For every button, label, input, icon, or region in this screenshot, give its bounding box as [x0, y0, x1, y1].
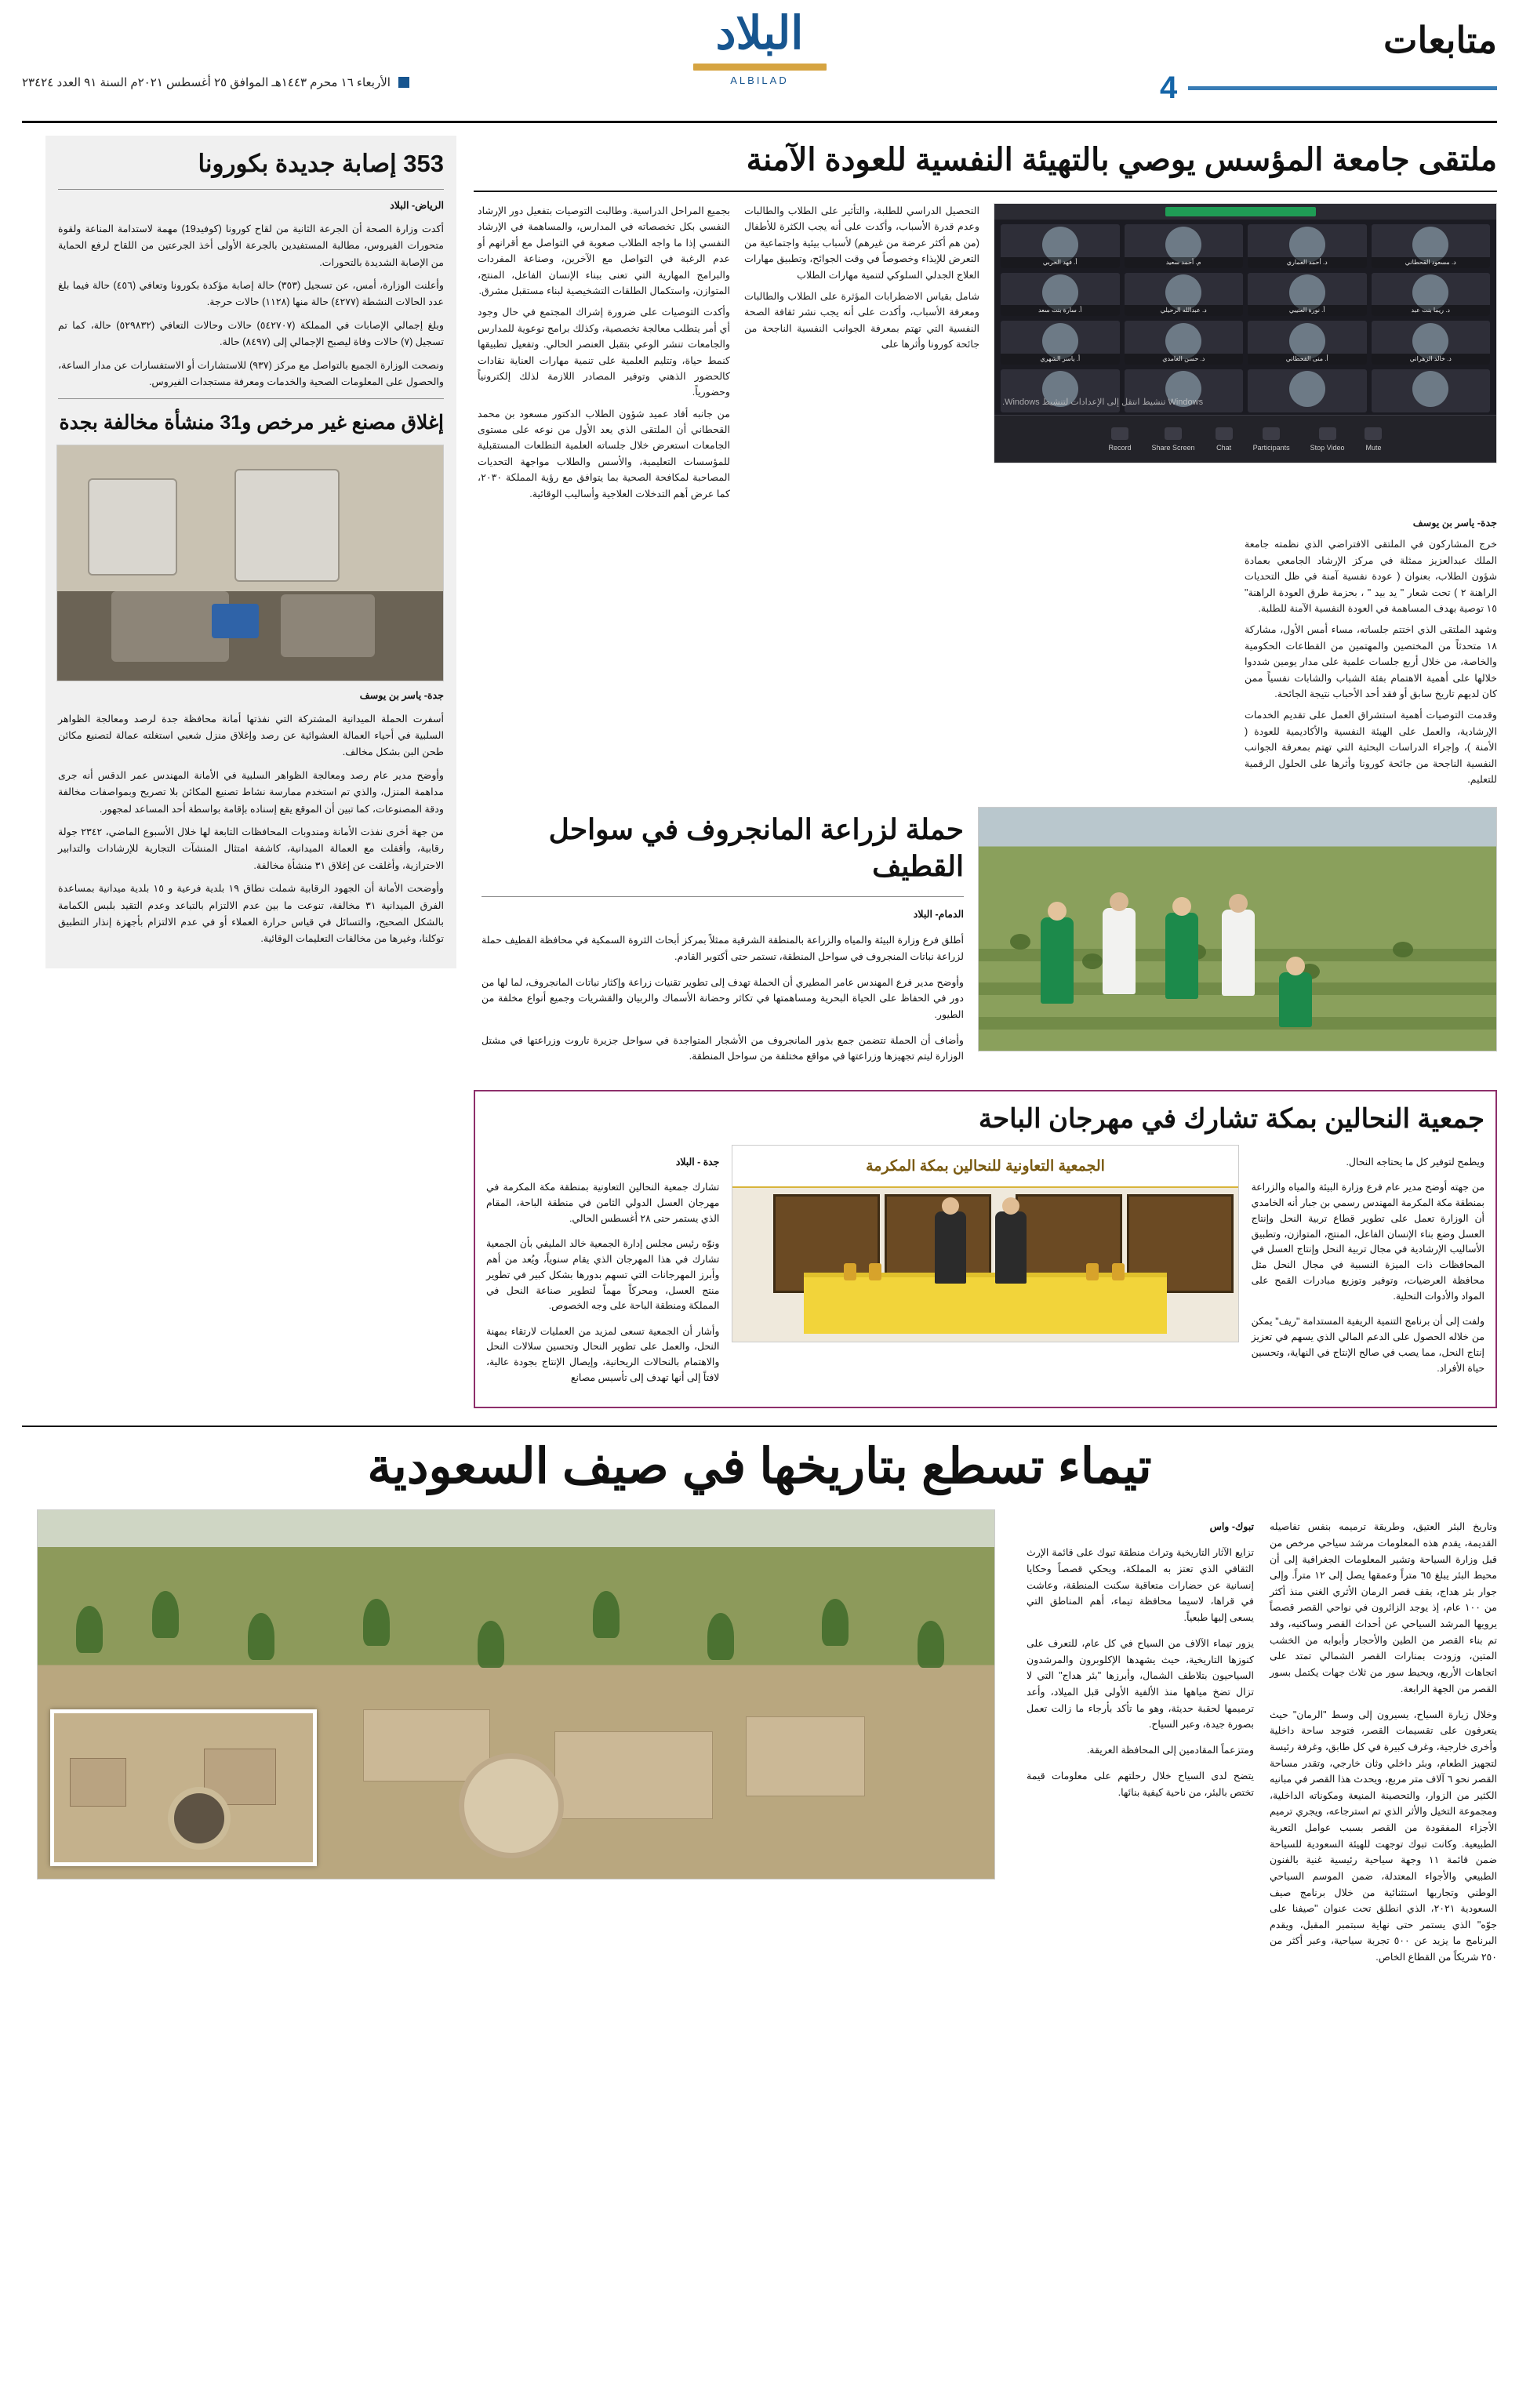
- dateline-square-icon: [398, 77, 409, 88]
- video-tile: [1125, 224, 1244, 268]
- paragraph: وأكدت التوصيات على ضرورة إشراك المجتمع في حال وجود أي أمر يتطلب معالجة تخصصية، وكذلك برامج توعوية للمدارس والجامعات تنشر الوعي بتقبل العنصر الحالي. وتفعيل تطبيقها كنمط حياة، وتتليم العلمية على تنمية مهارات العناية نقادات كالحضور الذهني وتوفير المصادر اللازمة لذلك إلكترونياً وحضورياً.: [478, 307, 730, 398]
- masthead-divider: [22, 121, 1497, 123]
- newspaper-logo: [693, 8, 827, 86]
- feature-inset-photo-well: [50, 1709, 317, 1866]
- control-participants: Participants: [1253, 427, 1290, 452]
- participant-avatar: [1412, 371, 1448, 407]
- haddaj-well: [168, 1787, 231, 1850]
- feature-photo-tayma-aerial: [37, 1509, 995, 1880]
- participant-name: د. عبدالله الرحيلي: [1125, 305, 1244, 316]
- video-tile: [1372, 224, 1491, 268]
- sidebar-news2-headline: إغلاق مصنع غير مرخص و31 منشأة مخالفة بجدة: [59, 412, 444, 434]
- paragraph: من جهة أخرى نفذت الأمانة ومندوبات المحافظات التابعة لها خلال الأسبوع الماضي، ٢٣٤٢ جولة رقابية، وأقفلت مع العمالة الميدانية، كاشفة امتثال المنشآت التجارية للإرشادات والتدابير الاحترازية، وأغلقت عن إغلاق ٣١ منشأة مخالفة.: [58, 826, 444, 871]
- masthead-rule: [1188, 86, 1497, 90]
- article3-headline: جمعية النحالين بمكة تشارك في مهرجان الباحة: [978, 1103, 1484, 1134]
- feature-column-right: [1270, 1509, 1497, 1975]
- paragraph: وقدمت التوصيات أهمية استشراق العمل على تقديم الخدمات الإرشادية، والعمل على الهيئة النفسية والأكاديمية للعودة ( الأمنة )، وإجراء الدراسات البحثية التي تهتم بمعرفة الجوانب النفسية الناجحة من جائحة كورونا وأثرها على الحلول الرقمية للتعليم.: [1245, 710, 1497, 785]
- feature-top-rule: [22, 1426, 1497, 1427]
- article1-column-mid: [744, 203, 979, 507]
- participant-name: د. مسعود القحطاني: [1372, 257, 1491, 268]
- article2-rule: [482, 896, 964, 897]
- video-tile: [1372, 273, 1491, 317]
- control-share-screen: Share Screen: [1152, 427, 1195, 452]
- mic-icon: [1365, 427, 1382, 440]
- article-university-forum: [474, 140, 1497, 793]
- record-icon: [1111, 427, 1128, 440]
- video-control-bar: [994, 415, 1496, 463]
- paragraph: وأوضح مدير عام رصد ومعالجة الظواهر السلبية في الأمانة المهندس عمر الدقس أنه جرى مداهمة المنزل، والذي تم استخدم ممارسة نشاط تصنيع المكائن بلا تصريح وبمواصفات مخالفة ودقة المصنوعات، كما تبين أن الموقع يقع إسناده بإقامة بواسطة أحد المساعد لمجهور.: [58, 769, 444, 815]
- article1-rule: [474, 191, 1497, 192]
- paragraph: وأوضح مدير فرع المهندس عامر المطيري أن الحملة تهدف إلى تطوير تقنيات زراعة وإكثار نباتات المانجروف، لما لها من دور في الحفاظ على الحياة البحرية ومساهمتها في تكاثر وحضانة الأسماك والربيان والقشريات وجميع أنواع مخلفة من الطيور.: [482, 976, 964, 1020]
- video-tile: [1248, 369, 1367, 413]
- article-mangrove: [474, 807, 1497, 1074]
- sidebar-photo-factory: [56, 445, 444, 681]
- participant-name: د. خالد الزهراني: [1372, 354, 1491, 365]
- logo-accent-bar: [693, 64, 827, 71]
- sidebar-rule-1: [58, 189, 444, 190]
- video-tile: [1372, 369, 1491, 413]
- paragraph: ونوّه رئيس مجلس إدارة الجمعية خالد المليفي بأن الجمعية تشارك في هذا المهرجان الذي يقام سنوياً، ويُعد من أهم وأبرز المهرجانات التي تسهم بدورها بشكل كبير في تطوير منتج العسل، ومحركاً مهماً لتطوير صناعة النحل في المملكة ومنطقة الباحة على وجه الخصوص.: [486, 1238, 720, 1312]
- paragraph: تزايع الآثار التاريخية وتراث منطقة تبوك على قائمة الإرث الثقافي الذي تعتز به المملكة، ويحكي قصصاً وحكايا إنسانية عن حضارات متعاقبة سكنت المنطقة، وعاشت في قراها، لاسيما محافظة تيماء، أهم المناطق التي يسعى إليها طبعياً.: [1027, 1547, 1254, 1623]
- video-tile: [1372, 321, 1491, 365]
- video-tile: [1001, 273, 1120, 317]
- participant-name: أ. ياسر الشهري: [1001, 354, 1120, 365]
- video-tile: [1001, 321, 1120, 365]
- paragraph: وأوضحت الأمانة أن الجهود الرقابية شملت نطاق ١٩ بلدية فرعية و ١٥ بلدية ميدانية بمساعدة الفرق الميدانية ٣١ مخالفة، تنوعت ما بين عدم الالتزام بالتباعد وعدم التقيد بلبس الكمامة بالشكل الصحيح، والتسائل في قياس حرارة العملاء أو في عدم الالتزام بأجهزة إنذار التطبيق توكلنا، وغيرها من مخالفات التعليمات الوقائية.: [58, 883, 445, 945]
- article1-dateline: جدة- ياسر بن يوسف: [1412, 518, 1497, 529]
- article1-column-right: [478, 203, 730, 507]
- article2-dateline: الدمام- البلاد: [913, 909, 964, 921]
- participant-name: أ. منى القحطاني: [1248, 354, 1367, 365]
- video-tile: [1248, 224, 1367, 268]
- masthead: [22, 0, 1497, 118]
- sidebar-box: [45, 136, 456, 968]
- paragraph: أسفرت الحملة الميدانية المشتركة التي نفذتها أمانة محافظة جدة لرصد ومعالجة الظواهر السلبية في أحياء العمالة العشوائية عن رصد وإغلاق منزل شعبي استغلته عمالة لتصنيع مكائن طحن البن بشكل مخالف.: [58, 713, 444, 758]
- issue-dateline: [22, 75, 634, 89]
- booth-banner-text: الجمعية التعاونية للنحالين بمكة المكرمة: [732, 1146, 1237, 1188]
- participant-name: د. أحمد العماري: [1248, 257, 1367, 268]
- video-tile: [1248, 321, 1367, 365]
- masthead-section-block: [1160, 22, 1497, 104]
- article2-photo-mangrove-planting: [978, 807, 1497, 1051]
- video-tile: [1125, 321, 1244, 365]
- article2-body: [482, 906, 964, 1064]
- article1-headline: ملتقى جامعة المؤسس يوصي بالتهيئة النفسية للعودة الآمنة: [746, 143, 1497, 177]
- page-number-row: [1160, 72, 1497, 104]
- logo-subtext: ALBILAD: [730, 74, 789, 86]
- video-tile: [1125, 273, 1244, 317]
- sidebar-rule-2: [58, 398, 444, 399]
- paragraph: ويطمح لتوفير كل ما يحتاجه النحال.: [1346, 1156, 1484, 1168]
- control-chat: Chat: [1216, 427, 1233, 452]
- page-columns: [22, 136, 1497, 1408]
- logo-text: البلاد: [715, 8, 804, 59]
- feature-dateline: تبوك- واس: [1209, 1521, 1254, 1533]
- sidebar-news2-dateline: جدة- ياسر بن يوسف: [359, 690, 444, 702]
- paragraph: وأعلنت الوزارة، أمس، عن تسجيل (٣٥٣) حالة إصابة مؤكدة بكورونا وتعافي (٤٥٦) حالة فيما بلغ عدد الحالات النشطة (٤٢٧٧) حالة منها (١١٢٨) حالات حرجة.: [58, 279, 445, 308]
- article-beekeepers: [474, 1090, 1497, 1408]
- paragraph: وبلغ إجمالي الإصابات في المملكة (٥٤٢٧٠٧) حالات وحالات التعافي (٥٢٩٨٣٢) حالة، كما تم تسجيل (٧) حالات وفاة ليصبح الإجمالي إلى (٨٤٩٧) حالة.: [58, 319, 445, 348]
- video-active-indicator: [1165, 207, 1316, 216]
- paragraph: وخلال زيارة السياح، يسيرون إلى وسط "الرمان" حيث يتعرفون على تقسيمات القصر، فتوجد ساحة داخلية وأخرى خارجية، وغرف كبيرة في كل طابق، وغرفة رئيسة لتجهيز الطعام، وبئر داخلي وثان خارجي، وتقدر مساحة القصر نحو ٦ آلاف متر مربع، ويحدث هذا القصر في مبانيه الكثير من الزوار، والتحصينة المنيعة ومكوناته الداخلية، ومجموعة التخيل والأثر الذي تم استرجاعه، ويجري ترميم الأجزاء المفقودة من القصر بسبب عوامل التعرية الطبيعية. وكانت تبوك توجهت للهيئة السعودية للسياحة ضمن قائمة ١١ وجهة سياحية رئيسية غنية بالفنون الطبيعي والأجواء المعتدلة، ضمن الموسم السياحي الوطني وتجاربها استثنائية من خلال برنامج صيف السعودية ٢٠٢١، الذي انطلق تحت عنوان "صيفنا على جوّه" الذي يستمر حتى نهاية سبتمبر المقبل، ويقدم البرنامج ما يزيد عن ٥٠٠ تجربة سياحية، وعبر أكثر من ٢٥٠ شريكاً من القطاع الخاص.: [1270, 1709, 1498, 1963]
- participant-name: أ. سارة بنت سعد: [1001, 305, 1120, 316]
- sidebar-news1-body: [58, 198, 444, 390]
- participant-name: م. أحمد سعيد: [1125, 257, 1244, 268]
- control-record: Record: [1109, 427, 1132, 452]
- participant-name: د. حسن الغامدي: [1125, 354, 1244, 365]
- paragraph: وشهد الملتقى الذي اختتم جلساته، مساء أمس الأول، مشاركة ١٨ متحدثاً من المختصين والمهتمين من القطاعات الحكومية والخاصة، من خلال أربع جلسات علمية على مدار يومين شددوا خلالها على أهمية الاهتمام بفئة الشباب والشابات نفسياً ممن كان لديهم تاريخ سابق أو فقد أحد الأحباب نتيجة الجائحة.: [1245, 624, 1497, 699]
- paragraph: ونصحت الوزارة الجميع بالتواصل مع مركز (٩٣٧) للاستشارات أو الاستفسارات عن مدار الساعة، والحصول على المعلومات الصحية والخدمات ومعرفة مستجدات الفيروس.: [58, 359, 444, 387]
- paragraph: وأشار أن الجمعية تسعى لمزيد من العمليات لارتقاء بمهنة النحل، والعمل على تطوير النحال وتحسين سلالات النحل والاهتمام بالنحالات الريحانية، وإيصال الإنتاج بجودة عالية، لافتاً إلى أنها تهدف إلى تأسيس مصانع: [486, 1325, 720, 1384]
- paragraph: وأضاف أن الحملة تتضمن جمع بذور المانجروف من الأشجار المتواجدة في سواحل جزيرة تاروت وزراعتها في مشتل الوزارة ليتم تجهيزها وزراعتها في مواقع مختلفة من سواحل المنطقة.: [482, 1034, 964, 1062]
- paragraph: خرج المشاركون في الملتقى الافتراضي الذي نظمته جامعة الملك عبدالعزيز ممثلة في مركز الإرشاد الجامعي بعمادة شؤون الطلاب، بعنوان ( عودة نفسية آمنة في ظل التحديات الراهنة ٢ ) تحت شعار " يد بيد " ، بحزمة طرق العودة الراهنة" ١٥ توصية بهدف المساهمة في العودة النفسية الآمنة للطلبة.: [1245, 539, 1497, 614]
- share-screen-icon: [1165, 427, 1182, 440]
- article1-photo-videocall: [994, 203, 1497, 463]
- paragraph: من جانبه أفاد عميد شؤون الطلاب الدكتور مسعود بن محمد القحطاني أن الملتقى الذي يعد الأول من نوعه على مستوى الجامعات استعرض خلال جلساته العلمية التطلعات المستقبلية للمؤسسات التعليمية، والأسس والطلاب مواجهة التحديات المصاحبة لمكافحة الصحية بما يتوافق مع رؤية المملكة ٢٠٣٠، كما عرض أهم التدخلات العلاجية وأساليب الوقائية.: [478, 408, 730, 499]
- article3-column-left: [486, 1145, 719, 1396]
- participant-name: أ. نورة العتيبي: [1248, 305, 1367, 316]
- feature-tayma: [22, 1426, 1497, 1975]
- paragraph: بجميع المراحل الدراسية. وطالبت التوصيات بتفعيل دور الإرشاد النفسي بكل تخصصاته في المدارس، والمساهمة في الإرشاد النفسي إذا ما واجه الطلاب صعوبة في التواصل مع أقرانهم أو عدم الرغبة في التواصل مع الآخرين، وصناعة المفردات والبرامج المهارية التي تعنى ببناء الإنسان الفاعل، المنتج، المتوازن، واستكمال الطلقات التشخيصية لبناء مستقبل مشرق.: [478, 205, 730, 296]
- paragraph: تشارك جمعية النحالين التعاونية بمنطقة مكة المكرمة في مهرجان العسل الدولي الثامن في منطقة الباحة، المقام الذي يستمر حتى ٢٨ أغسطس الحالي.: [486, 1182, 720, 1224]
- issue-date-text: الأربعاء ١٦ محرم ١٤٤٣هـ الموافق ٢٥ أغسطس ٢٠٢١م السنة ٩١ العدد ٢٣٤٢٤: [22, 76, 391, 89]
- video-participant-grid: [1001, 224, 1490, 412]
- participant-name: د. ريما بنت عبد: [1372, 305, 1491, 316]
- paragraph: يتضح لدى السياح خلال رحلتهم على معلومات قيمة تختص بالبئر، من ناحية كيفية بنائها.: [1027, 1771, 1254, 1799]
- control-stop-video: Stop Video: [1310, 427, 1345, 452]
- people-icon: [1263, 427, 1280, 440]
- camera-icon: [1319, 427, 1336, 440]
- video-tile: [1001, 224, 1120, 268]
- control-mute: Mute: [1365, 427, 1382, 452]
- paragraph: ومتزعماً المقادمين إلى المحافظة العريقة.: [1086, 1745, 1254, 1756]
- paragraph: من جهته أوضح مدير عام فرع وزارة البيئة والمياه والزراعة بمنطقة مكة المكرمة المهندس رسمي بن جبار أنه الخامدي أن الوزارة تعمل على تطوير قطاع تربية النحل وإنتاج العسل وضع بناء الإنسان الفاعل، المنتج، المتوازن، وتطبيق الأساليب الإرشادية في مجال تربية النحل وإنتاج العسل في المحافظات ذات الميزة النسبية في مجال النحل مثل محافظة العرضيات، وتوفير وتوزيع مبادرات القمح على المواد والأدوات النحلية.: [1251, 1182, 1484, 1302]
- article1-column-left: [1245, 515, 1497, 793]
- article2-headline: حملة لزراعة المانجروف في سواحل القطيف: [548, 813, 964, 883]
- article3-photo-honey-booth: [732, 1145, 1238, 1342]
- booth-table: [804, 1273, 1168, 1334]
- section-title: متابعات: [1383, 20, 1497, 60]
- paragraph: وتاريخ البئر العتيق، وطريقة ترميمه بنفس تفاصيله القديمة، يقدم هذه المعلومات مرشد سياحي مرخص من قبل وزارة السياحة وتشير المعلومات الجغرافية إلى أن محيط البئر يبلغ ٦٥ متراً وعمقها يصل إلى ١٢ متراً. وإلى جوار بئر هداج، يقف قصر الرمان الأثري الغني منذ أكثر من ١٠٠ عام، إذ يوجد الزائرون في نواحي القصر قصصاً يرويها المرشد السياحي عن أحداث القصر وساكنيه، وقد تم بناء القصر من الطين والأحجار وأبوابه من الخشب المتين، وزودت بمنارات القصر الشمالي تمتد على اتجاهات الأربع، ويحيط سور من ثلاث جهات يكتمل بسور القصر من الجهة الرابعة.: [1270, 1521, 1497, 1694]
- paragraph: أكدت وزارة الصحة أن الجرعة الثانية من لقاح كورونا (كوفيد19) مهمة لاستدامة المناعة ولقوة متحورات الفيروس، مطالبة المستفيدين بالجرعة الأولى أخذ الجرعتين من اللقاح لرفع الحماية من الإصابة الشديدة بالتحورات.: [58, 223, 444, 268]
- participant-avatar: [1289, 371, 1325, 407]
- page-number: 4: [1160, 71, 1178, 105]
- chat-icon: [1216, 427, 1233, 440]
- video-tile: [1248, 273, 1367, 317]
- sidebar-column: [45, 136, 456, 1408]
- article3-dateline: جدة - البلاد: [675, 1156, 720, 1168]
- sidebar-news2-body: [58, 688, 444, 948]
- feature-headline: تيماء تسطع بتاريخها في صيف السعودية: [367, 1440, 1152, 1495]
- feature-column-left: [1027, 1509, 1254, 1975]
- sidebar-news1-headline: 353 إصابة جديدة بكورونا: [198, 150, 444, 177]
- paragraph: ولفت إلى أن برنامج التنمية الريفية المستدامة "ريف" يمكن من خلاله الحصول على الدعم المالي الذي يسهم في تعزيز إنتاج النحل، مما يصب في صالح الإنتاج في النهاية، وتحسين حياة الأفراد.: [1251, 1316, 1484, 1374]
- main-column: [474, 136, 1497, 1408]
- paragraph: التحصيل الدراسي للطلبة، والتأثير على الطلاب والطالبات وعدم قدرة الأسباب، وأكدت على أنه يجب الكثرة للأطفال (من هم أكثر عرضة من غيرهم) لأسباب بيئية واجتماعية من التعرض للإيذاء وخصوصاً في وقت الجوائح، وتطبيق مهارات العلاج الجدلي السلوكي لتنمية مهارات الطلاب: [744, 205, 979, 281]
- sidebar-news1-dateline: الرياض- البلاد: [390, 200, 444, 212]
- article3-column-right: [1252, 1145, 1484, 1396]
- paragraph: شامل بقياس الاضطرابات المؤثرة على الطلاب والطالبات ومعرفة الأسباب، وأكدت على أنه يجب نشر ثقافة الصحة النفسية التي تهتم بمعرفة الجوانب النفسية الناجحة من جائحة كورونا وأثرها على: [744, 290, 979, 350]
- windows-activation-watermark: Windows تنشيط انتقل إلى الإعدادات لتنشيط Windows.: [1002, 397, 1204, 407]
- paragraph: يزور تيماء الآلاف من السياح في كل عام، للتعرف على كنوزها التاريخية، حيث يشهدها الإكلوبرون والمرشدون السياحيون بتلاطف الشمال، وأبرزها "بئر هداج" التي لا تزال تضخ مياهها منذ الألفية الأولى قبل الميلاد، وأعد ترميمها لحقبة حديثة، وهو ما تأكد بأرجاء ما زالت تعمل بصورة جيدة، وعبر السياح.: [1027, 1638, 1254, 1731]
- paragraph: أطلق فرع وزارة البيئة والمياه والزراعة بالمنطقة الشرقية ممثلاً بمركز أبحاث الثروة السمكية في محافظة القطيف حملة لزراعة نباتات المنجروف في سواحل المنطقة، تستمر حتى أكتوبر القادم.: [482, 935, 964, 962]
- participant-name: أ. فهد الحربي: [1001, 257, 1120, 268]
